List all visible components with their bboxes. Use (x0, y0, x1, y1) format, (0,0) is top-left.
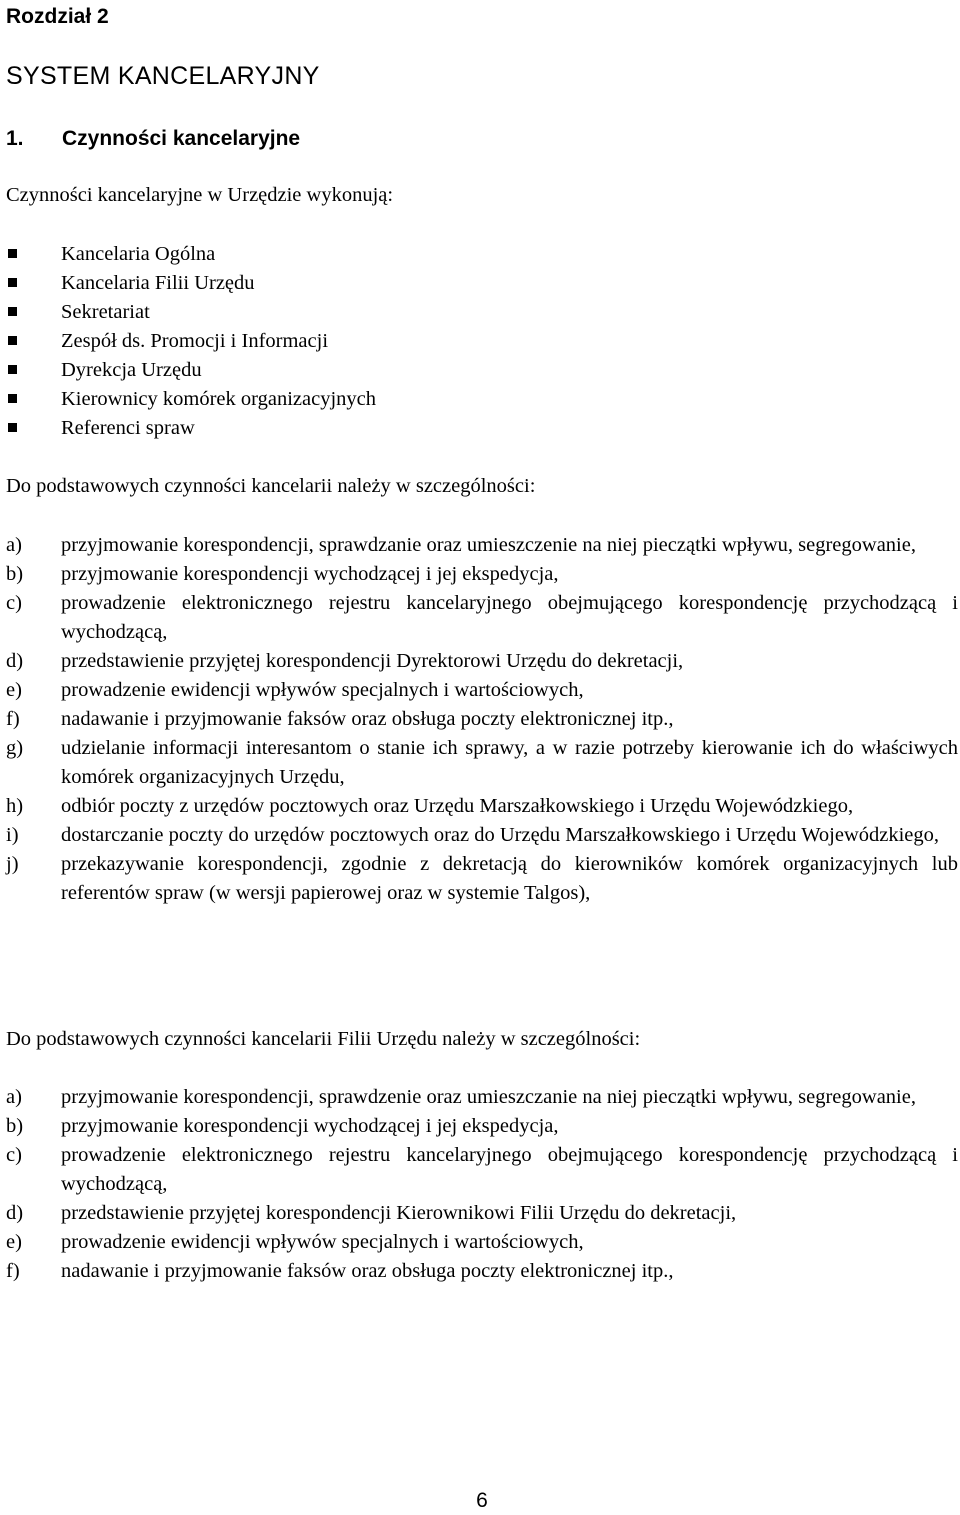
section-number: 1. (6, 127, 24, 150)
list-item: d) przedstawienie przyjętej korespondencji Kierownikowi Filii Urzędu do dekretacji, (6, 1202, 737, 1224)
square-bullet-icon (8, 307, 17, 316)
section-heading (6, 124, 300, 153)
bullet-item: Kancelaria Ogólna (6, 240, 376, 269)
list-item: b) przyjmowanie korespondencji wychodzącej i jej ekspedycja, (6, 563, 559, 585)
bullet-item: Kancelaria Filii Urzędu (6, 269, 376, 298)
list-item: i) dostarczanie poczty do urzędów pocztowych oraz do Urzędu Marszałkowskiego i Urzędu Wojewódzkiego, (6, 824, 940, 846)
square-bullet-icon (8, 336, 17, 345)
list-item: f) nadawanie i przyjmowanie faksów oraz obsługa poczty elektronicznej itp., (6, 708, 674, 730)
list-item: h) odbiór poczty z urzędów pocztowych oraz Urzędu Marszałkowskiego i Urzędu Wojewódzkiego, (6, 795, 854, 817)
square-bullet-icon (8, 394, 17, 403)
duties-list-main (6, 531, 958, 908)
bullet-list (6, 240, 376, 443)
page-number: 6 (476, 1489, 488, 1512)
intro-paragraph-2: Do podstawowych czynności kancelarii należy w szczególności: (6, 475, 536, 497)
intro-paragraph-1: Czynności kancelaryjne w Urzędzie wykonują: (6, 184, 394, 206)
intro-paragraph-3: Do podstawowych czynności kancelarii Filii Urzędu należy w szczególności: (6, 1028, 641, 1050)
list-item: e) prowadzenie ewidencji wpływów specjalnych i wartościowych, (6, 679, 584, 701)
chapter-title: SYSTEM KANCELARYJNY (6, 62, 320, 90)
chapter-heading: Rozdział 2 (6, 5, 109, 28)
list-item: g) udzielanie informacji interesantom o stanie ich sprawy, a w razie potrzeby kierowanie ich do właściwych komórek organizacyjnych Urzędu, (6, 737, 958, 788)
list-item: a) przyjmowanie korespondencji, sprawdzenie oraz umieszczanie na niej pieczątki wpływu, segregowanie, (6, 1086, 916, 1108)
list-item: e) prowadzenie ewidencji wpływów specjalnych i wartościowych, (6, 1231, 584, 1253)
list-item: c) prowadzenie elektronicznego rejestru kancelaryjnego obejmującego korespondencję przychodzącą i wychodzącą, (6, 592, 958, 643)
square-bullet-icon (8, 249, 17, 258)
square-bullet-icon (8, 278, 17, 287)
list-item: j) przekazywanie korespondencji, zgodnie z dekretacją do kierowników komórek organizacyjnych lub referentów spraw (w wersji papierowej oraz w systemie Talgos), (6, 853, 958, 904)
list-item: a) przyjmowanie korespondencji, sprawdzanie oraz umieszczenie na niej pieczątki wpływu, segregowanie, (6, 534, 916, 556)
list-item: c) prowadzenie elektronicznego rejestru kancelaryjnego obejmującego korespondencję przychodzącą i wychodzącą, (6, 1144, 958, 1195)
bullet-item: Zespół ds. Promocji i Informacji (6, 327, 376, 356)
list-item: f) nadawanie i przyjmowanie faksów oraz obsługa poczty elektronicznej itp., (6, 1260, 674, 1282)
bullet-item: Sekretariat (6, 298, 376, 327)
bullet-item: Referenci spraw (6, 414, 376, 443)
square-bullet-icon (8, 423, 17, 432)
bullet-item: Kierownicy komórek organizacyjnych (6, 385, 376, 414)
section-title: Czynności kancelaryjne (62, 127, 301, 150)
square-bullet-icon (8, 365, 17, 374)
list-item: d) przedstawienie przyjętej korespondencji Dyrektorowi Urzędu do dekretacji, (6, 650, 684, 672)
bullet-item: Dyrekcja Urzędu (6, 356, 376, 385)
duties-list-branch (6, 1083, 958, 1286)
list-item: b) przyjmowanie korespondencji wychodzącej i jej ekspedycja, (6, 1115, 559, 1137)
